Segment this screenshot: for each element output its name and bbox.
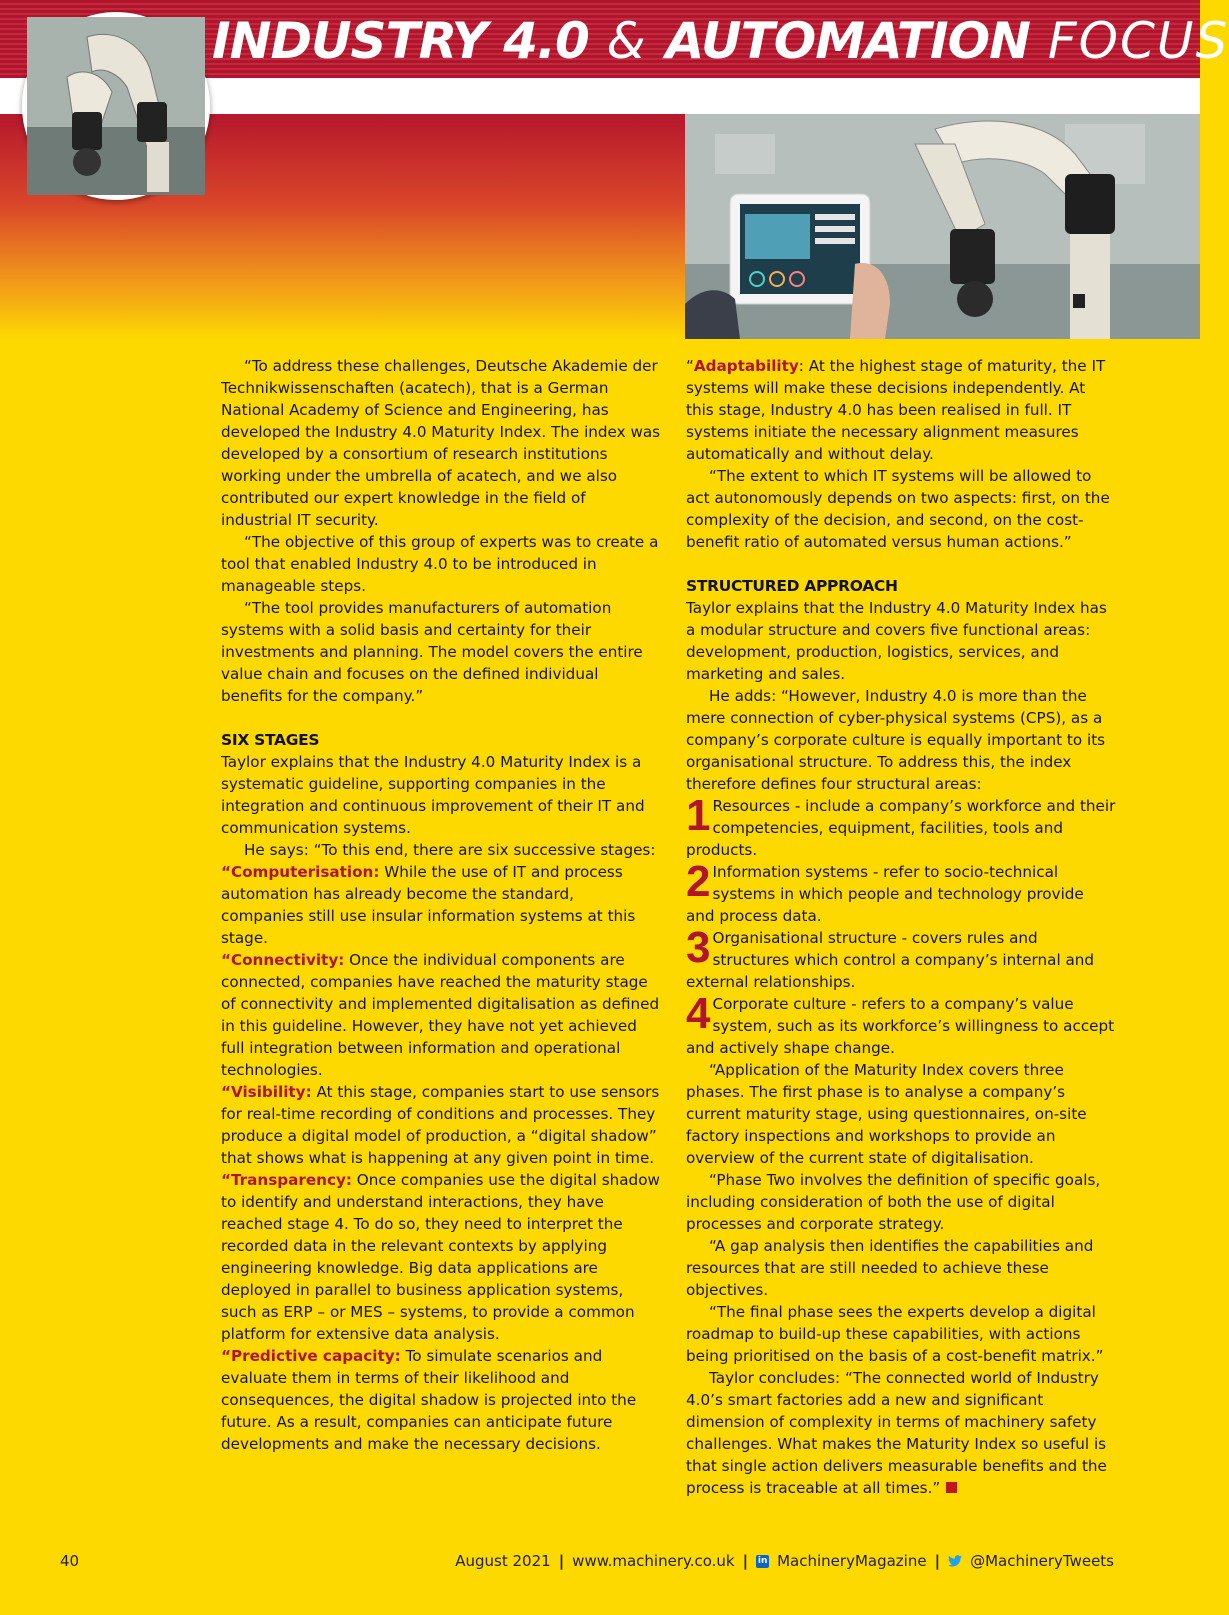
stage-text: While the use of IT and process automation has already become the standard, companies still use insular information systems at this stage. — [221, 863, 636, 947]
twitter-handle[interactable]: @MachineryTweets — [970, 1552, 1114, 1570]
structural-area-item — [686, 857, 1116, 927]
paragraph: “The final phase sees the experts develop a digital roadmap to build-up these capabilities, with actions being prioritised on the basis of a cost-benefit matrix.” — [686, 1303, 1104, 1365]
paragraph: “The objective of this group of experts was to create a tool that enabled Industry 4.0 to be introduced in manageable steps. — [221, 533, 659, 595]
twitter-icon — [948, 1555, 962, 1567]
structural-area-item — [686, 791, 1116, 861]
end-mark-icon — [946, 1482, 957, 1493]
paragraph: Taylor explains that the Industry 4.0 Maturity Index is a systematic guideline, supporting companies in the integration and continuous improvement of their IT and communication systems. — [221, 753, 645, 837]
area-text: Organisational structure - covers rules and structures which control a company’s internal and external relationships. — [686, 929, 1095, 991]
paragraph: “Phase Two involves the definition of specific goals, including consideration of both the use of digital processes and corporate strategy. — [686, 1171, 1101, 1233]
paragraph: Taylor explains that the Industry 4.0 Maturity Index has a modular structure and covers five functional areas: development, production, logistics, services, and marketing and sales. — [686, 599, 1107, 683]
linkedin-icon: in — [757, 1555, 768, 1566]
subheading-structured-approach: STRUCTURED APPROACH — [686, 577, 898, 595]
area-text: Resources - include a company’s workforce and their competencies, equipment, facilities, tools and products. — [686, 797, 1116, 859]
area-text: Corporate culture - refers to a company’s value system, such as its workforce’s willingness to accept and actively shape change. — [686, 995, 1115, 1057]
separator: | — [934, 1552, 941, 1570]
structural-area-item — [686, 989, 1116, 1059]
closing-text: Taylor concludes: “The connected world of Industry 4.0’s smart factories add a new and significant dimension of complexity in terms of machinery safety challenges. What makes the Maturity Index so useful is that single action delivers measurable benefits and the process is traceable at all times.” — [686, 1369, 1107, 1497]
stage-label: “Transparency: — [221, 1171, 352, 1189]
stage-label: Adaptability — [693, 357, 799, 375]
website-link[interactable]: www.machinery.co.uk — [572, 1552, 735, 1570]
paragraph: “To address these challenges, Deutsche Akademie der Technikwissenschaften (acatech), that is a German National Academy of Science and Engineering, has developed the Industry 4.0 Maturity Index. The index was developed by a consortium of research institutions working under the umbrella of acatech, and we also contributed our expert knowledge in the field of industrial IT security. — [221, 357, 661, 529]
area-number: 3 — [686, 923, 711, 972]
title-part-automation: AUTOMATION — [665, 12, 1030, 70]
stage-text: : At the highest stage of maturity, the IT systems will make these decisions independently. At this stage, Industry 4.0 has been realised in full. IT systems initiate the necessary alignment measures automatically and without delay. — [686, 357, 1106, 463]
stage-label: “Predictive capacity: — [221, 1347, 401, 1365]
stage-label: “Connectivity: — [221, 951, 345, 969]
stage-text: Once the individual components are connected, companies have reached the maturity stage of connectivity and implemented digitalisation as defined in this guideline. However, they have not yet achieved full integration between information and operational technologies. — [221, 951, 660, 1079]
paragraph-final — [686, 1367, 1116, 1499]
stage-label: “Computerisation: — [221, 863, 380, 881]
area-number: 1 — [686, 791, 711, 840]
robot-tablet-photo — [685, 114, 1200, 339]
article-column-right — [686, 355, 1116, 1499]
stage-text: Once companies use the digital shadow to identify and understand interactions, they have reached stage 4. To do so, they need to interpret the recorded data in the relevant contexts by applying engineering knowledge. Big data applications are deployed in parallel to business application systems, such as ERP – or MES – systems, to provide a common platform for extensive data analysis. — [221, 1171, 660, 1343]
stage-item — [221, 861, 661, 949]
separator: | — [558, 1552, 565, 1570]
paragraph: “Application of the Maturity Index covers three phases. The first phase is to analyse a company’s current maturity stage, using questionnaires, on-site factory inspections and workshops to provide an overview of the current state of digitalisation. — [686, 1061, 1087, 1167]
section-title — [212, 12, 1229, 72]
stage-item — [221, 1081, 661, 1169]
paragraph: He adds: “However, Industry 4.0 is more than the mere connection of cyber-physical systems (CPS), as a company’s corporate culture is equally important to its organisational structure. To address this, the index therefore defines four structural areas: — [686, 687, 1106, 793]
footer — [455, 1552, 1114, 1570]
stage-label: “Visibility: — [221, 1083, 312, 1101]
stage-text: At this stage, companies start to use sensors for real-time recording of conditions and processes. They produce a digital model of production, a “digital shadow” that shows what is happening at any given point in time. — [221, 1083, 660, 1167]
title-part-focus: FOCUS — [1029, 12, 1229, 70]
area-number: 4 — [686, 989, 711, 1038]
paragraph: “A gap analysis then identifies the capabilities and resources that are still needed to achieve these objectives. — [686, 1237, 1094, 1299]
stage-item — [221, 949, 661, 1081]
stage-text: To simulate scenarios and evaluate them in terms of their likelihood and consequences, the digital shadow is projected into the future. As a result, companies can anticipate future developments and make the necessary decisions. — [221, 1347, 637, 1453]
separator: | — [742, 1552, 749, 1570]
linkedin-handle[interactable]: MachineryMagazine — [777, 1552, 927, 1570]
paragraph: He says: “To this end, there are six successive stages: — [244, 841, 656, 859]
area-number: 2 — [686, 857, 711, 906]
paragraph — [686, 355, 1116, 465]
stage-item — [221, 1169, 661, 1345]
issue-date: August 2021 — [455, 1552, 551, 1570]
page-number: 40 — [60, 1552, 80, 1570]
paragraph: “The tool provides manufacturers of automation systems with a solid basis and certainty for their investments and planning. The model covers the entire value chain and focuses on the defined individual benefits for the company.” — [221, 599, 643, 705]
title-part-industry: INDUSTRY 4.0 — [212, 12, 589, 70]
subheading-six-stages: SIX STAGES — [221, 731, 320, 749]
stage-item — [221, 1345, 661, 1455]
area-text: Information systems - refer to socio-technical systems in which people and technology provide and process data. — [686, 863, 1084, 925]
quote-mark: “ — [686, 357, 694, 375]
paragraph: “The extent to which IT systems will be allowed to act autonomously depends on two aspects: first, on the complexity of the decision, and second, on the cost-benefit ratio of automated versus human actions.” — [686, 467, 1110, 551]
structural-area-item — [686, 923, 1116, 993]
robot-badge-image — [22, 12, 210, 200]
title-ampersand: & — [588, 12, 666, 70]
article-column-left — [221, 355, 661, 1455]
